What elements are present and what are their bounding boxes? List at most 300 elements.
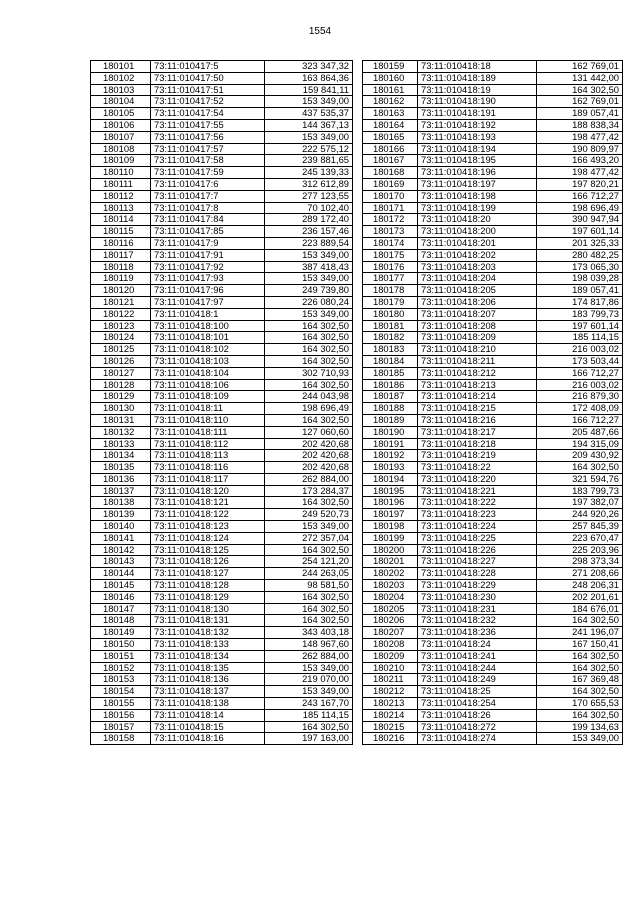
row-number-cell: 180168 [363,167,418,179]
table-row [91,603,353,615]
cadastral-value-cell: 271 208,66 [537,568,623,580]
table-row [363,202,623,214]
table-row [91,473,353,485]
cadastral-number-cell: 73:11:010417:6 [151,178,265,190]
table-row [91,426,353,438]
cadastral-number-cell: 73:11:010418:131 [151,615,265,627]
cadastral-number-cell: 73:11:010418:20 [418,214,537,226]
cadastral-value-cell: 437 535,37 [265,108,353,120]
table-row [91,119,353,131]
cadastral-number-cell: 73:11:010417:84 [151,214,265,226]
row-number-cell: 180214 [363,709,418,721]
row-number-cell: 180165 [363,131,418,143]
table-row [363,190,623,202]
cadastral-value-cell: 198 039,28 [537,273,623,285]
table-row [91,355,353,367]
table-row [91,733,353,745]
cadastral-value-cell: 148 967,60 [265,639,353,651]
cadastral-value-cell: 197 601,14 [537,226,623,238]
row-number-cell: 180209 [363,650,418,662]
row-number-cell: 180194 [363,473,418,485]
cadastral-number-cell: 73:11:010418:104 [151,367,265,379]
cadastral-value-cell: 272 357,04 [265,532,353,544]
cadastral-number-cell: 73:11:010418:209 [418,332,537,344]
cadastral-number-cell: 73:11:010418:125 [151,544,265,556]
cadastral-value-cell: 202 420,68 [265,462,353,474]
table-row [91,591,353,603]
cadastral-number-cell: 73:11:010418:229 [418,580,537,592]
table-row [91,674,353,686]
cadastral-value-cell: 183 799,73 [537,485,623,497]
row-number-cell: 180122 [91,308,151,320]
table-row [91,296,353,308]
cadastral-value-cell: 153 349,00 [265,308,353,320]
row-number-cell: 180190 [363,426,418,438]
cadastral-value-cell: 241 196,07 [537,627,623,639]
table-row [363,414,623,426]
cadastral-number-cell: 73:11:010418:133 [151,639,265,651]
cadastral-number-cell: 73:11:010417:57 [151,143,265,155]
cadastral-value-cell: 173 065,30 [537,261,623,273]
cadastral-number-cell: 73:11:010418:15 [151,721,265,733]
table-row [91,167,353,179]
row-number-cell: 180132 [91,426,151,438]
table-row [363,627,623,639]
cadastral-value-cell: 153 349,00 [265,686,353,698]
row-number-cell: 180181 [363,320,418,332]
row-number-cell: 180174 [363,237,418,249]
cadastral-number-cell: 73:11:010417:58 [151,155,265,167]
table-row [363,509,623,521]
cadastral-value-cell: 166 712,27 [537,414,623,426]
table-row [91,143,353,155]
table-row [91,155,353,167]
table-row [363,686,623,698]
cadastral-value-cell: 164 302,50 [265,355,353,367]
cadastral-value-cell: 249 739,80 [265,285,353,297]
row-number-cell: 180210 [363,662,418,674]
cadastral-value-cell: 164 302,50 [265,721,353,733]
cadastral-value-cell: 194 315,09 [537,438,623,450]
row-number-cell: 180186 [363,379,418,391]
table-row [363,344,623,356]
cadastral-value-cell: 153 349,00 [537,733,623,745]
cadastral-number-cell: 73:11:010418:117 [151,473,265,485]
table-row [91,332,353,344]
cadastral-number-cell: 73:11:010418:194 [418,143,537,155]
table-row [91,261,353,273]
table-row [363,721,623,733]
cadastral-value-cell: 202 420,68 [265,450,353,462]
left-register-table [90,60,353,745]
cadastral-value-cell: 222 575,12 [265,143,353,155]
table-row [363,249,623,261]
table-row [91,320,353,332]
cadastral-value-cell: 321 594,76 [537,473,623,485]
cadastral-number-cell: 73:11:010418:272 [418,721,537,733]
cadastral-value-cell: 277 123,55 [265,190,353,202]
cadastral-number-cell: 73:11:010418:109 [151,391,265,403]
cadastral-value-cell: 280 482,25 [537,249,623,261]
row-number-cell: 180139 [91,509,151,521]
cadastral-number-cell: 73:11:010418:206 [418,296,537,308]
table-row [363,119,623,131]
cadastral-value-cell: 166 712,27 [537,190,623,202]
cadastral-number-cell: 73:11:010418:227 [418,556,537,568]
row-number-cell: 180147 [91,603,151,615]
row-number-cell: 180134 [91,450,151,462]
row-number-cell: 180145 [91,580,151,592]
table-row [91,462,353,474]
table-row [91,627,353,639]
cadastral-number-cell: 73:11:010417:5 [151,61,265,73]
table-row [91,414,353,426]
table-row [363,497,623,509]
row-number-cell: 180153 [91,674,151,686]
table-row [363,485,623,497]
table-row [363,403,623,415]
cadastral-number-cell: 73:11:010418:126 [151,556,265,568]
table-row [91,178,353,190]
row-number-cell: 180169 [363,178,418,190]
row-number-cell: 180125 [91,344,151,356]
cadastral-number-cell: 73:11:010417:55 [151,119,265,131]
row-number-cell: 180107 [91,131,151,143]
table-row [91,391,353,403]
table-row [363,532,623,544]
cadastral-value-cell: 198 477,42 [537,131,623,143]
row-number-cell: 180197 [363,509,418,521]
row-number-cell: 180189 [363,414,418,426]
cadastral-number-cell: 73:11:010418:196 [418,167,537,179]
cadastral-value-cell: 164 302,50 [265,544,353,556]
cadastral-value-cell: 201 325,33 [537,237,623,249]
cadastral-value-cell: 249 520,73 [265,509,353,521]
cadastral-number-cell: 73:11:010418:228 [418,568,537,580]
table-row [91,72,353,84]
cadastral-number-cell: 73:11:010418:231 [418,603,537,615]
cadastral-number-cell: 73:11:010418:189 [418,72,537,84]
table-row [91,532,353,544]
cadastral-number-cell: 73:11:010418:123 [151,521,265,533]
table-row [363,261,623,273]
cadastral-value-cell: 254 121,20 [265,556,353,568]
cadastral-value-cell: 153 349,00 [265,662,353,674]
row-number-cell: 180150 [91,639,151,651]
cadastral-number-cell: 73:11:010418:197 [418,178,537,190]
cadastral-value-cell: 387 418,43 [265,261,353,273]
table-row [363,379,623,391]
table-row [91,237,353,249]
cadastral-value-cell: 164 302,50 [265,320,353,332]
row-number-cell: 180113 [91,202,151,214]
table-row [363,72,623,84]
row-number-cell: 180164 [363,119,418,131]
row-number-cell: 180152 [91,662,151,674]
table-row [363,84,623,96]
row-number-cell: 180124 [91,332,151,344]
table-row [91,485,353,497]
table-row [363,709,623,721]
row-number-cell: 180160 [363,72,418,84]
table-row [91,226,353,238]
cadastral-number-cell: 73:11:010418:100 [151,320,265,332]
cadastral-value-cell: 153 349,00 [265,521,353,533]
cadastral-value-cell: 162 769,01 [537,96,623,108]
cadastral-value-cell: 173 503,44 [537,355,623,367]
cadastral-value-cell: 70 102,40 [265,202,353,214]
cadastral-value-cell: 127 060,60 [265,426,353,438]
row-number-cell: 180180 [363,308,418,320]
cadastral-value-cell: 257 845,39 [537,521,623,533]
row-number-cell: 180204 [363,591,418,603]
cadastral-number-cell: 73:11:010418:121 [151,497,265,509]
cadastral-number-cell: 73:11:010418:223 [418,509,537,521]
table-row [363,662,623,674]
cadastral-number-cell: 73:11:010418:132 [151,627,265,639]
table-row [91,544,353,556]
cadastral-number-cell: 73:11:010418:124 [151,532,265,544]
cadastral-number-cell: 73:11:010418:224 [418,521,537,533]
table-row [91,273,353,285]
row-number-cell: 180101 [91,61,151,73]
row-number-cell: 180129 [91,391,151,403]
cadastral-number-cell: 73:11:010418:130 [151,603,265,615]
cadastral-value-cell: 188 838,34 [537,119,623,131]
cadastral-value-cell: 172 408,09 [537,403,623,415]
table-row [91,615,353,627]
table-row [91,650,353,662]
table-row [91,709,353,721]
cadastral-value-cell: 153 349,00 [265,273,353,285]
cadastral-number-cell: 73:11:010418:101 [151,332,265,344]
cadastral-value-cell: 236 157,46 [265,226,353,238]
row-number-cell: 180191 [363,438,418,450]
table-row [363,308,623,320]
table-row [363,108,623,120]
row-number-cell: 180140 [91,521,151,533]
cadastral-number-cell: 73:11:010418:22 [418,462,537,474]
cadastral-number-cell: 73:11:010417:93 [151,273,265,285]
cadastral-value-cell: 185 114,15 [265,709,353,721]
cadastral-value-cell: 323 347,32 [265,61,353,73]
table-row [363,650,623,662]
cadastral-value-cell: 189 057,41 [537,285,623,297]
table-row [91,662,353,674]
cadastral-number-cell: 73:11:010418:200 [418,226,537,238]
cadastral-value-cell: 244 263,05 [265,568,353,580]
table-row [91,509,353,521]
cadastral-number-cell: 73:11:010418:220 [418,473,537,485]
row-number-cell: 180203 [363,580,418,592]
cadastral-value-cell: 239 881,65 [265,155,353,167]
row-number-cell: 180166 [363,143,418,155]
cadastral-value-cell: 244 920,26 [537,509,623,521]
cadastral-number-cell: 73:11:010418:236 [418,627,537,639]
table-row [363,591,623,603]
row-number-cell: 180128 [91,379,151,391]
table-row [91,285,353,297]
table-row [91,403,353,415]
cadastral-value-cell: 248 206,31 [537,580,623,592]
cadastral-value-cell: 185 114,15 [537,332,623,344]
table-row [363,155,623,167]
cadastral-number-cell: 73:11:010418:244 [418,662,537,674]
table-row [363,391,623,403]
cadastral-number-cell: 73:11:010418:128 [151,580,265,592]
cadastral-number-cell: 73:11:010418:134 [151,650,265,662]
row-number-cell: 180138 [91,497,151,509]
cadastral-value-cell: 164 302,50 [537,662,623,674]
row-number-cell: 180141 [91,532,151,544]
table-row [91,698,353,710]
cadastral-value-cell: 216 879,30 [537,391,623,403]
cadastral-value-cell: 159 841,11 [265,84,353,96]
table-row [363,603,623,615]
table-row [91,721,353,733]
table-row [91,344,353,356]
cadastral-number-cell: 73:11:010418:222 [418,497,537,509]
cadastral-number-cell: 73:11:010417:92 [151,261,265,273]
table-row [91,190,353,202]
table-row [363,143,623,155]
cadastral-value-cell: 167 150,41 [537,639,623,651]
row-number-cell: 180185 [363,367,418,379]
row-number-cell: 180171 [363,202,418,214]
row-number-cell: 180111 [91,178,151,190]
cadastral-number-cell: 73:11:010418:217 [418,426,537,438]
row-number-cell: 180149 [91,627,151,639]
row-number-cell: 180183 [363,344,418,356]
cadastral-number-cell: 73:11:010418:138 [151,698,265,710]
table-row [91,521,353,533]
cadastral-number-cell: 73:11:010417:91 [151,249,265,261]
row-number-cell: 180177 [363,273,418,285]
row-number-cell: 180126 [91,355,151,367]
row-number-cell: 180163 [363,108,418,120]
cadastral-number-cell: 73:11:010417:85 [151,226,265,238]
cadastral-value-cell: 245 139,33 [265,167,353,179]
table-row [363,615,623,627]
row-number-cell: 180104 [91,96,151,108]
cadastral-value-cell: 189 057,41 [537,108,623,120]
cadastral-number-cell: 73:11:010418:205 [418,285,537,297]
table-row [91,84,353,96]
cadastral-value-cell: 298 373,34 [537,556,623,568]
table-row [363,639,623,651]
cadastral-value-cell: 164 302,50 [265,344,353,356]
cadastral-value-cell: 164 302,50 [265,379,353,391]
cadastral-number-cell: 73:11:010418:218 [418,438,537,450]
cadastral-number-cell: 73:11:010418:24 [418,639,537,651]
cadastral-value-cell: 166 712,27 [537,367,623,379]
row-number-cell: 180182 [363,332,418,344]
table-row [363,426,623,438]
cadastral-number-cell: 73:11:010417:9 [151,237,265,249]
cadastral-value-cell: 164 302,50 [537,686,623,698]
cadastral-value-cell: 198 477,42 [537,167,623,179]
table-row [363,521,623,533]
table-row [363,556,623,568]
row-number-cell: 180162 [363,96,418,108]
row-number-cell: 180216 [363,733,418,745]
cadastral-number-cell: 73:11:010418:208 [418,320,537,332]
cadastral-number-cell: 73:11:010418:230 [418,591,537,603]
row-number-cell: 180154 [91,686,151,698]
cadastral-value-cell: 164 302,50 [537,650,623,662]
cadastral-value-cell: 223 889,54 [265,237,353,249]
row-number-cell: 180215 [363,721,418,733]
cadastral-value-cell: 184 676,01 [537,603,623,615]
cadastral-number-cell: 73:11:010418:136 [151,674,265,686]
row-number-cell: 180115 [91,226,151,238]
cadastral-number-cell: 73:11:010418:274 [418,733,537,745]
cadastral-value-cell: 173 284,37 [265,485,353,497]
cadastral-number-cell: 73:11:010418:129 [151,591,265,603]
cadastral-number-cell: 73:11:010417:8 [151,202,265,214]
table-row [363,698,623,710]
cadastral-number-cell: 73:11:010418:19 [418,84,537,96]
cadastral-value-cell: 198 696,49 [537,202,623,214]
cadastral-number-cell: 73:11:010417:96 [151,285,265,297]
cadastral-number-cell: 73:11:010418:26 [418,709,537,721]
cadastral-number-cell: 73:11:010418:16 [151,733,265,745]
table-row [363,61,623,73]
cadastral-number-cell: 73:11:010418:111 [151,426,265,438]
row-number-cell: 180114 [91,214,151,226]
cadastral-number-cell: 73:11:010418:106 [151,379,265,391]
row-number-cell: 180110 [91,167,151,179]
row-number-cell: 180178 [363,285,418,297]
row-number-cell: 180102 [91,72,151,84]
table-row [91,639,353,651]
table-row [91,686,353,698]
table-row [363,167,623,179]
table-row [91,438,353,450]
cadastral-value-cell: 216 003,02 [537,379,623,391]
cadastral-number-cell: 73:11:010418:225 [418,532,537,544]
row-number-cell: 180193 [363,462,418,474]
row-number-cell: 180195 [363,485,418,497]
cadastral-value-cell: 198 696,49 [265,403,353,415]
row-number-cell: 180199 [363,532,418,544]
table-row [91,202,353,214]
cadastral-number-cell: 73:11:010418:116 [151,462,265,474]
row-number-cell: 180144 [91,568,151,580]
cadastral-number-cell: 73:11:010418:211 [418,355,537,367]
cadastral-number-cell: 73:11:010418:221 [418,485,537,497]
cadastral-number-cell: 73:11:010418:11 [151,403,265,415]
cadastral-value-cell: 223 670,47 [537,532,623,544]
row-number-cell: 180201 [363,556,418,568]
row-number-cell: 180118 [91,261,151,273]
cadastral-value-cell: 343 403,18 [265,627,353,639]
cadastral-number-cell: 73:11:010418:193 [418,131,537,143]
table-row [91,556,353,568]
row-number-cell: 180151 [91,650,151,662]
table-row [363,178,623,190]
row-number-cell: 180158 [91,733,151,745]
row-number-cell: 180192 [363,450,418,462]
cadastral-value-cell: 164 302,50 [265,603,353,615]
table-row [91,308,353,320]
cadastral-value-cell: 197 820,21 [537,178,623,190]
cadastral-number-cell: 73:11:010418:191 [418,108,537,120]
row-number-cell: 180200 [363,544,418,556]
cadastral-number-cell: 73:11:010418:135 [151,662,265,674]
table-row [91,108,353,120]
cadastral-value-cell: 202 201,61 [537,591,623,603]
